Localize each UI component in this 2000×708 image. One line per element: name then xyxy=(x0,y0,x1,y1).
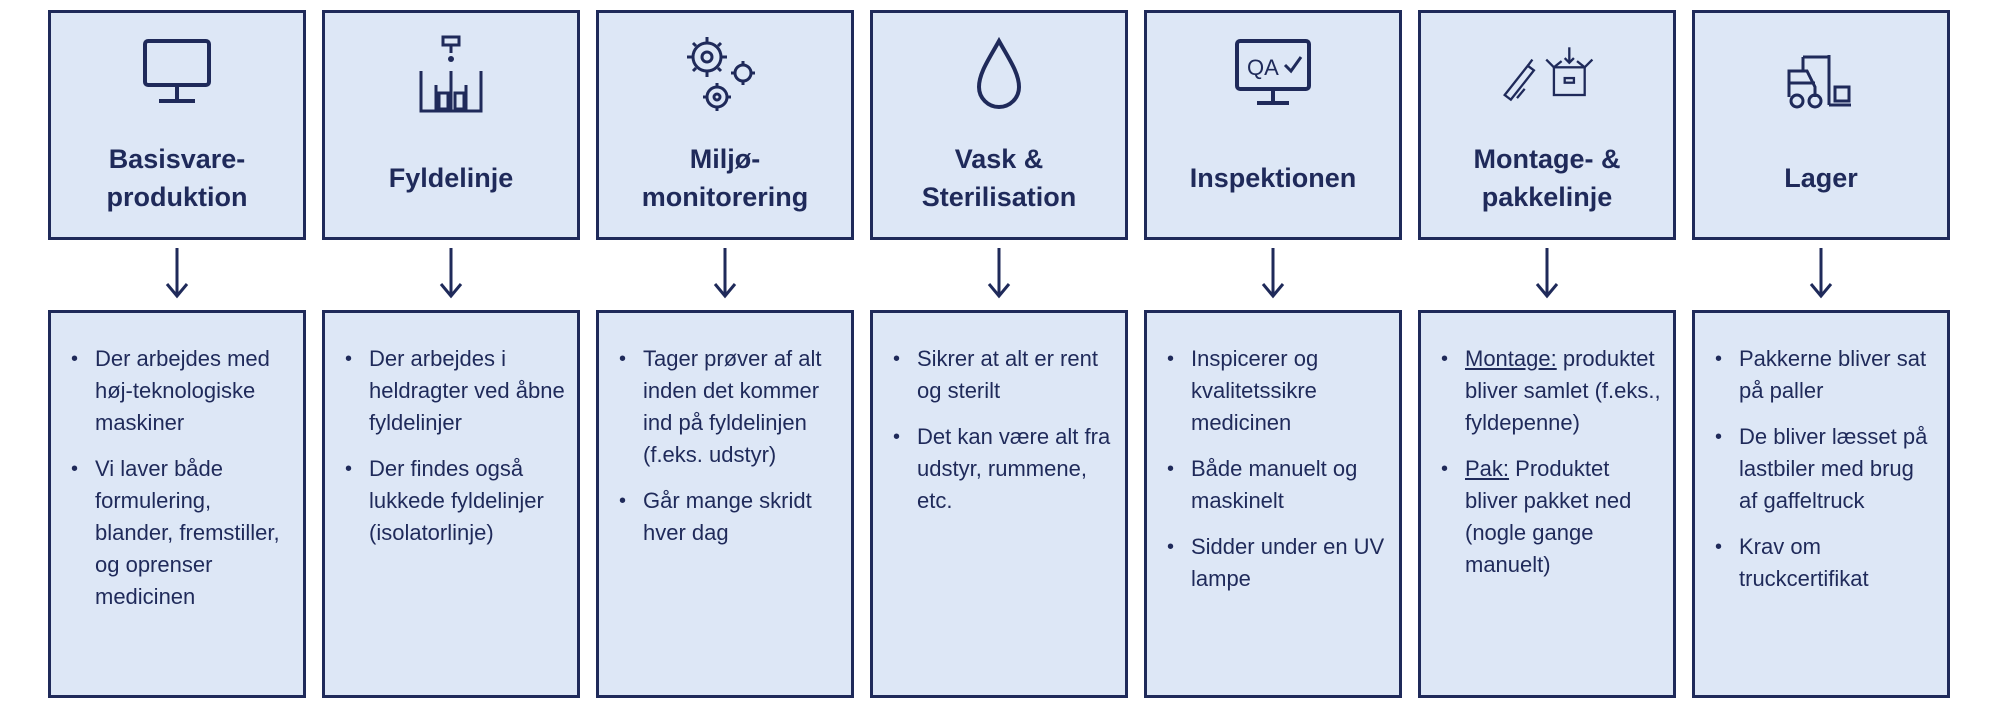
bullet-item xyxy=(65,453,293,613)
bullet-text: Sidder under en UV lampe xyxy=(1191,534,1385,591)
bullet-item xyxy=(1161,343,1389,439)
bullet-label: Pak: xyxy=(1465,456,1510,481)
virus-icon xyxy=(599,35,851,115)
step-title: Vask & Sterilisation xyxy=(921,144,1077,212)
bullet-text: Der arbejdes i heldragter ved åbne fyldelinjer xyxy=(369,346,565,435)
step-header-box xyxy=(48,10,306,240)
bullet-item xyxy=(1161,531,1389,595)
bullet-item xyxy=(1709,421,1937,517)
bullet-text: produktet bliver samlet (f.eks., fyldepenne) xyxy=(1465,346,1661,435)
down-arrow-icon xyxy=(48,244,306,304)
bullet-text: Der arbejdes med høj-teknologiske maskiner xyxy=(95,346,270,435)
step-header-box xyxy=(1692,10,1950,240)
step-details-box xyxy=(48,310,306,698)
bullet-text: De bliver læsset på lastbiler med brug af gaffeltruck xyxy=(1739,424,1928,513)
step-bullet-list xyxy=(887,343,1115,517)
down-arrow-icon xyxy=(870,244,1128,304)
step-details-box xyxy=(1692,310,1950,698)
step-header-box xyxy=(1144,10,1402,240)
step-title: Montage- & pakkelinje xyxy=(1473,144,1621,212)
process-step xyxy=(48,0,306,708)
bullet-item xyxy=(1435,453,1663,581)
bullet-text: Produktet bliver pakket ned (nogle gange manuelt) xyxy=(1465,456,1632,577)
bullet-text: Det kan være alt fra udstyr, rummene, etc. xyxy=(917,424,1111,513)
step-details-box xyxy=(870,310,1128,698)
step-bullet-list xyxy=(1709,343,1937,595)
bullet-item xyxy=(613,485,841,549)
bullet-item xyxy=(613,343,841,471)
bullet-item xyxy=(1709,531,1937,595)
step-title: Basisvare- produktion xyxy=(106,144,248,212)
water-drop-icon xyxy=(873,35,1125,115)
step-bullet-list xyxy=(613,343,841,549)
bullet-text: Vi laver både formulering, blander, fremstiller, og oprenser medicinen xyxy=(95,456,280,609)
bullet-item xyxy=(1161,453,1389,517)
process-step xyxy=(322,0,580,708)
step-bullet-list xyxy=(1161,343,1389,595)
step-header-box xyxy=(870,10,1128,240)
down-arrow-icon xyxy=(1418,244,1676,304)
qa-monitor-icon xyxy=(1147,35,1399,115)
filling-line-icon xyxy=(325,35,577,115)
forklift-icon xyxy=(1695,35,1947,115)
bullet-text: Pakkerne bliver sat på paller xyxy=(1739,346,1927,403)
bullet-item xyxy=(887,421,1115,517)
bullet-text: Inspicerer og kvalitetssikre medicinen xyxy=(1191,346,1319,435)
step-details-box xyxy=(322,310,580,698)
step-title: Miljø- monitorering xyxy=(641,144,809,212)
bullet-text: Sikrer at alt er rent og sterilt xyxy=(917,346,1098,403)
pen-box-icon xyxy=(1421,35,1673,115)
step-details-box xyxy=(1418,310,1676,698)
step-title: Lager xyxy=(1784,163,1858,193)
bullet-item xyxy=(65,343,293,439)
bullet-item xyxy=(339,343,567,439)
bullet-item xyxy=(339,453,567,549)
bullet-text: Der findes også lukkede fyldelinjer (isolatorlinje) xyxy=(369,456,544,545)
step-bullet-list xyxy=(339,343,567,549)
step-title: Inspektionen xyxy=(1189,163,1357,193)
step-bullet-list xyxy=(65,343,293,613)
bullet-label: Montage: xyxy=(1465,346,1557,371)
monitor-icon xyxy=(51,35,303,115)
bullet-text: Både manuelt og maskinelt xyxy=(1191,456,1358,513)
bullet-text: Går mange skridt hver dag xyxy=(643,488,812,545)
step-header-box xyxy=(322,10,580,240)
bullet-item xyxy=(1709,343,1937,407)
bullet-item xyxy=(1435,343,1663,439)
step-details-box xyxy=(1144,310,1402,698)
step-header-box xyxy=(1418,10,1676,240)
step-header-box xyxy=(596,10,854,240)
down-arrow-icon xyxy=(322,244,580,304)
process-step xyxy=(1418,0,1676,708)
svg-text:QA: QA xyxy=(1247,55,1279,80)
bullet-text: Krav om truckcertifikat xyxy=(1739,534,1869,591)
bullet-text: Tager prøver af alt inden det kommer ind på fyldelinjen (f.eks. udstyr) xyxy=(643,346,822,467)
process-step xyxy=(1144,0,1402,708)
process-step xyxy=(596,0,854,708)
down-arrow-icon xyxy=(596,244,854,304)
process-step xyxy=(870,0,1128,708)
down-arrow-icon xyxy=(1692,244,1950,304)
step-title: Fyldelinje xyxy=(388,163,514,193)
step-bullet-list xyxy=(1435,343,1663,581)
step-details-box xyxy=(596,310,854,698)
down-arrow-icon xyxy=(1144,244,1402,304)
process-step xyxy=(1692,0,1950,708)
bullet-item xyxy=(887,343,1115,407)
